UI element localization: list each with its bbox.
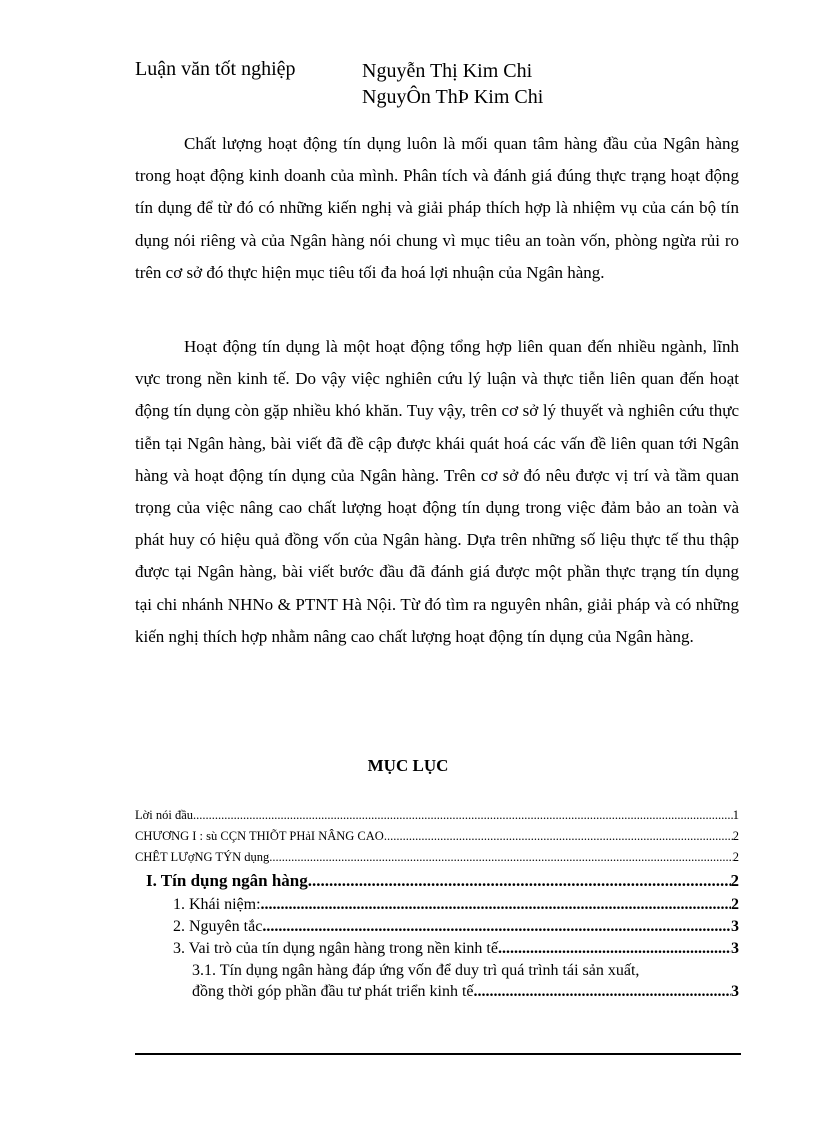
toc-entry-1-2[interactable]	[135, 916, 739, 938]
toc-entry-label: 3. Vai trò của tín dụng ngân hàng trong nền kinh tế	[173, 940, 498, 957]
toc-entry-preface[interactable]	[135, 805, 739, 826]
toc-entry-label: đồng thời góp phần đầu tư phát triển kinh tế	[192, 983, 474, 1000]
toc-entry-1-1[interactable]	[135, 894, 739, 916]
document-title: Luận văn tốt nghiệp	[135, 58, 296, 80]
toc-title: MỤC LỤC	[367, 756, 449, 775]
toc-entry-label: CHÊT LƯợNG TÝN dụng	[135, 850, 270, 864]
paragraph-text: Chất lượng hoạt động tín dụng luôn là mối quan tâm hàng đầu của Ngân hàng trong hoạt động kinh doanh của mình. Phân tích và đánh giá đúng thực trạng hoạt động tín dụng để từ đó có những kiến nghị và giải pháp thích hợp là nhiệm vụ của cán bộ tín dụng nói riêng và của Ngân hàng nói chung vì mục tiêu an toàn vốn, phòng ngừa rủi ro trên cơ sở đó thực hiện mục tiêu tối đa hoá lợi nhuận của Ngân hàng.	[135, 134, 739, 282]
footer-divider	[135, 1053, 741, 1055]
toc-entry-label: Lời nói đầu	[135, 808, 193, 822]
toc-entry-3-1[interactable]	[135, 981, 739, 1002]
paragraph-text: Hoạt động tín dụng là một hoạt động tổng hợp liên quan đến nhiều ngành, lĩnh vực trong nền kinh tế. Do vậy việc nghiên cứu lý luận và thực tiễn liên quan đến hoạt động tín dụng còn gặp nhiều khó khăn. Tuy vậy, trên cơ sở lý thuyết và nghiên cứu thực tiễn tại Ngân hàng, bài viết đã đề cập được khái quát hoá các vấn đề liên quan tới Ngân hàng và hoạt động tín dụng của Ngân hàng. Trên cơ sở đó nêu được vị trí và tầm quan trọng của việc nâng cao chất lượng hoạt động tín dụng trong việc đảm bảo an toàn và phát huy có hiệu quả đồng vốn của Ngân hàng. Dựa trên những số liệu thực tế thu thập được tại Ngân hàng, bài viết bước đầu đã đánh giá được một phần thực trạng tín dụng tại chi nhánh NHNo & PTNT Hà Nội. Từ đó tìm ra nguyên nhân, giải pháp và có những kiến nghị thích hợp nhằm nâng cao chất lượng hoạt động tín dụng của Ngân hàng.	[135, 337, 739, 646]
body-paragraph-1	[135, 128, 739, 289]
toc-page-number: 1	[732, 808, 739, 822]
toc-leader-dots	[474, 981, 731, 1002]
toc-page-number: 3	[731, 983, 739, 1000]
toc-leader-dots	[262, 916, 731, 938]
toc-entry-label: I. Tín dụng ngân hàng	[146, 871, 308, 890]
toc-page-number: 2	[732, 829, 739, 843]
toc-entry-label: 1. Khái niệm:	[173, 896, 261, 913]
table-of-contents	[135, 805, 739, 1002]
toc-leader-dots	[308, 868, 731, 894]
toc-leader-dots	[384, 826, 733, 847]
toc-page-number: 2	[730, 871, 739, 890]
author-name	[362, 58, 543, 110]
toc-entry-section-1[interactable]	[135, 868, 739, 894]
toc-page-number: 3	[731, 940, 739, 957]
toc-leader-dots	[193, 805, 733, 826]
author-name-line2: NguyÔn ThÞ Kim Chi	[362, 86, 544, 108]
toc-entry-chapter-1[interactable]	[135, 826, 739, 847]
toc-page-number: 3	[731, 918, 739, 935]
toc-page-number: 2	[732, 850, 739, 864]
toc-leader-dots	[498, 938, 731, 960]
toc-entry-label: CHƯƠNG I : sù CÇN THIÕT PHảI NÂNG CAO	[135, 829, 384, 843]
author-name-line1: Nguyễn Thị Kim Chi	[362, 60, 533, 82]
toc-leader-dots	[269, 847, 733, 868]
toc-leader-dots	[261, 894, 731, 916]
toc-entry-label: 2. Nguyên tắc	[173, 918, 263, 935]
toc-entry-chapter-1-cont[interactable]	[135, 847, 739, 868]
toc-entry-3-1-line1[interactable]: 3.1. Tín dụng ngân hàng đáp ứng vốn để duy trì quá trình tái sản xuất,	[192, 962, 640, 979]
toc-entry-1-3[interactable]	[135, 938, 739, 960]
body-paragraph-2	[135, 331, 739, 653]
toc-page-number: 2	[731, 896, 739, 913]
